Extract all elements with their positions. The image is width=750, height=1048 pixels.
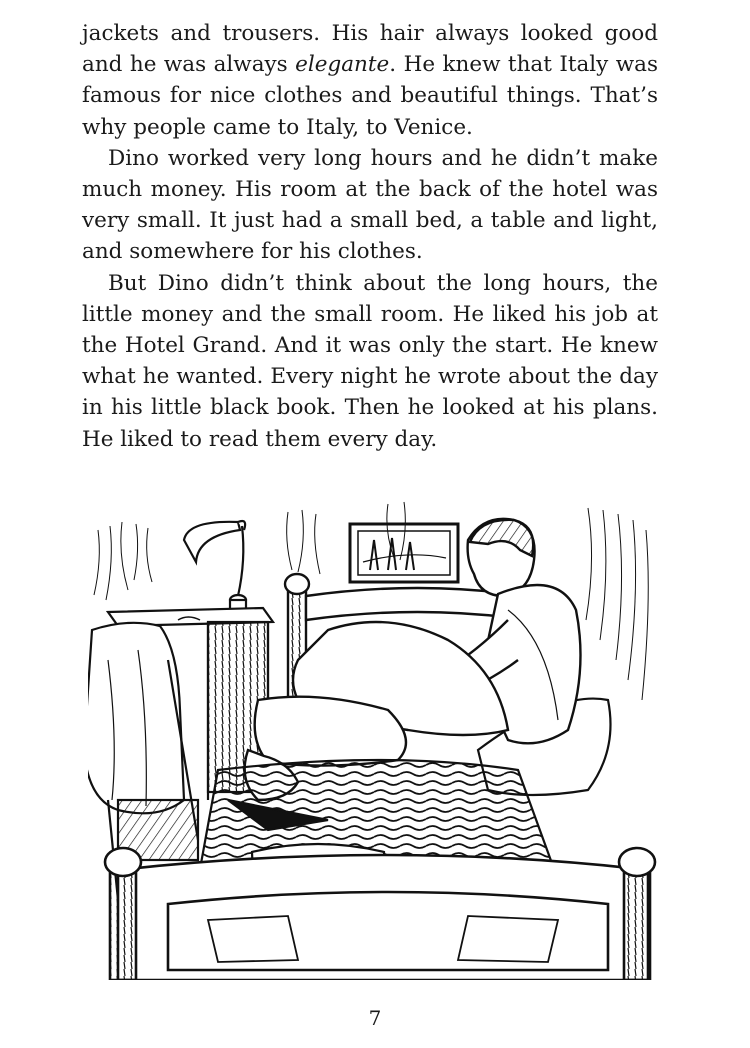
body-text: [82, 18, 658, 455]
desk-lamp-icon: [184, 521, 246, 612]
text-run: . He knew that Italy was famous for nice clothes and beautiful things. That’s why people came to Italy, to Venice.: [82, 52, 659, 140]
paragraph-2: [82, 143, 658, 268]
bedroom-illustration: [88, 500, 658, 980]
paragraph-3: [82, 268, 658, 455]
text-run: jackets and trousers. His hair always looked good and he was always: [82, 21, 658, 78]
paragraph-1: [82, 18, 658, 143]
text-run: Dino worked very long hours and he didn’t make much money. His room at the back of the hotel was very small. It just had a small bed, a table and light, and somewhere for his clothes.: [82, 145, 658, 265]
framed-picture-icon: [350, 524, 458, 582]
text-run: But Dino didn’t think about the long hours, the little money and the small room. He liked his job at the Hotel Grand. And it was only the start. He knew what he wanted. Every night he wrote about the day in his little black book. Then he looked at his plans. He liked to read them every day.: [82, 270, 658, 452]
page-number: 7: [368, 1006, 382, 1030]
footboard: [105, 848, 655, 980]
italic-word: elegante: [295, 52, 390, 78]
